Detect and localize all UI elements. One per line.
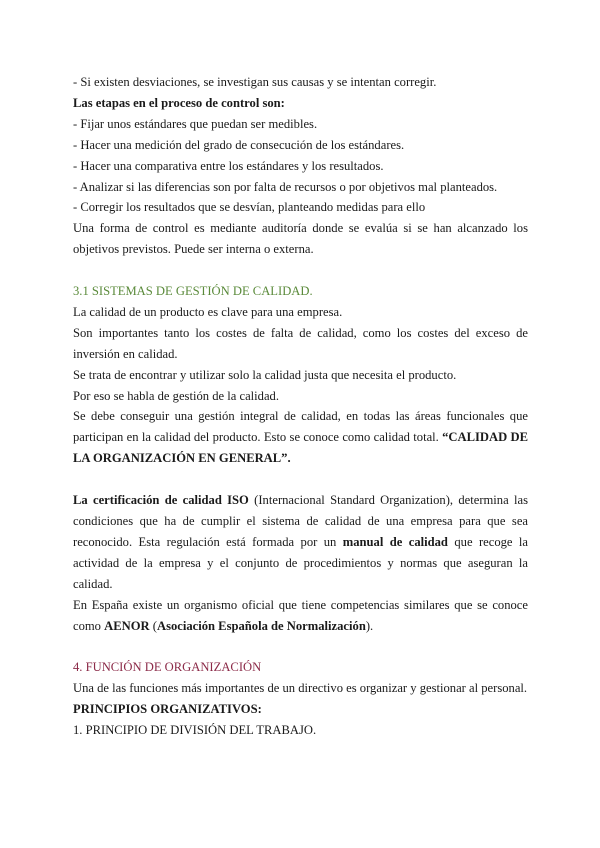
spacer: [73, 260, 528, 281]
list-item: - Hacer una medición del grado de consecución de los estándares.: [73, 137, 405, 152]
paragraph-bold: [73, 93, 528, 114]
text: ).: [365, 618, 374, 633]
bold-text: Las etapas en el proceso de control son:: [73, 95, 285, 110]
list-item: - Corregir los resultados que se desvían, planteando medidas para ello: [73, 200, 426, 215]
list-item: - Hacer una comparativa entre los estándares y los resultados.: [73, 158, 384, 173]
paragraph: Por eso se habla de gestión de la calidad.: [73, 388, 279, 403]
list-item: - Fijar unos estándares que puedan ser medibles.: [73, 116, 318, 131]
bold-text: Asociación Española de Normalización: [156, 618, 366, 633]
bold-text: “CALIDAD DE LA ORGANIZACIÓN EN GENERAL”.: [73, 430, 529, 466]
bold-text: manual de calidad: [342, 534, 448, 549]
paragraph: Son importantes tanto los costes de falta de calidad, como los costes del exceso de inversión en calidad.: [73, 325, 528, 361]
paragraph: - Si existen desviaciones, se investigan sus causas y se intentan corregir.: [73, 75, 437, 89]
paragraph-certification: [73, 490, 528, 595]
text: En España existe un organismo oficial que tiene competencias similares que se conoce como: [73, 597, 528, 633]
spacer: [73, 636, 528, 657]
document-body: [73, 72, 528, 741]
principles-title: [73, 699, 528, 720]
paragraph-aenor: [73, 595, 528, 637]
paragraph: Se trata de encontrar y utilizar solo la calidad justa que necesita el producto.: [73, 367, 457, 382]
text: Se debe conseguir una gestión integral de calidad, en todas las áreas funcionales que participan en la calidad del producto. Esto se conoce como calidad total.: [73, 409, 528, 445]
spacer: [73, 469, 528, 490]
section-heading-3-1: 3.1 SISTEMAS DE GESTIÓN DE CALIDAD.: [73, 284, 313, 299]
paragraph: La calidad de un producto es clave para una empresa.: [73, 304, 343, 319]
list-item: - Analizar si las diferencias son por falta de recursos o por objetivos mal planteados.: [73, 179, 498, 194]
bold-text: AENOR: [104, 618, 150, 633]
section-heading-4: 4. FUNCIÓN DE ORGANIZACIÓN: [73, 660, 262, 675]
paragraph: [73, 406, 528, 469]
principle-item: 1. PRINCIPIO DE DIVISIÓN DEL TRABAJO.: [73, 723, 317, 738]
paragraph: Una forma de control es mediante auditoría donde se evalúa si se han alcanzado los objetivos previstos. Puede ser interna o externa.: [73, 221, 528, 257]
paragraph: Una de las funciones más importantes de un directivo es organizar y gestionar al personal.: [73, 681, 528, 696]
bold-text: La certificación de calidad ISO: [73, 493, 249, 508]
text: (: [149, 618, 157, 633]
bold-text: PRINCIPIOS ORGANIZATIVOS:: [73, 702, 262, 717]
text: (Internacional Standard Organization), determina las condiciones que ha de cumplir el sistema de calidad de una empresa para que sea reconocido. Esta regulación está formada por un: [73, 493, 528, 549]
text: que recoge la actividad de la empresa y el conjunto de procedimientos y normas que aseguran la calidad.: [73, 534, 529, 591]
